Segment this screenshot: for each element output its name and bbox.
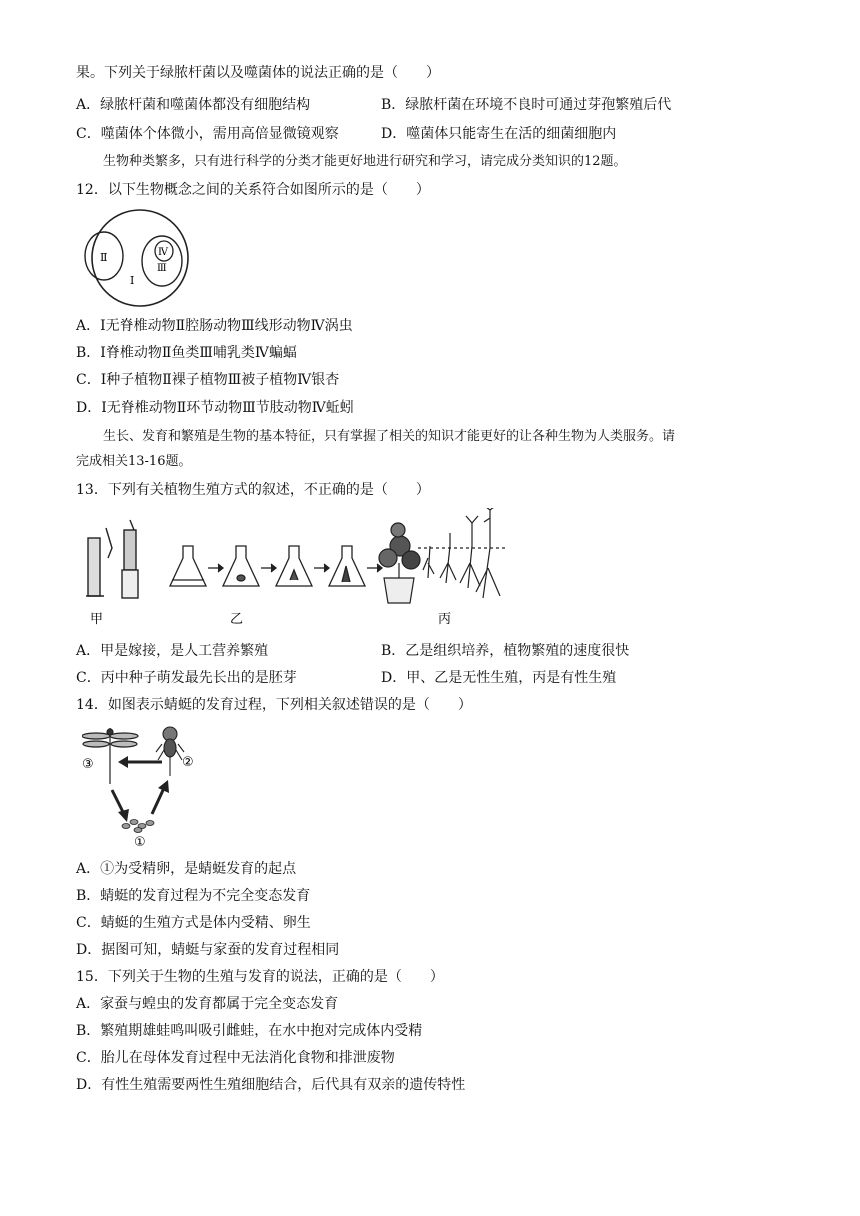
- q11-option-b: B．绿脓杆菌在环境不良时可通过芽孢繁殖后代: [381, 97, 672, 113]
- q11-stem-tail: 果。下列关于绿脓杆菌以及噬菌体的说法正确的是（ ）: [76, 65, 440, 81]
- q13-option-c: C．丙中种子萌发最先长出的是胚芽: [76, 670, 297, 686]
- q13-option-d: D．甲、乙是无性生殖，丙是有性生殖: [381, 670, 617, 686]
- intro-classification: 生物种类繁多，只有进行科学的分类才能更好地进行研究和学习，请完成分类知识的12题。: [103, 154, 627, 169]
- tissue-culture-illustration: [170, 546, 382, 586]
- q12-option-d: D．Ⅰ无脊椎动物Ⅱ环节动物Ⅲ节肢动物Ⅳ蚯蚓: [76, 400, 354, 416]
- plant-reproduction-figure: [78, 508, 508, 630]
- q13-stem: 13．下列有关植物生殖方式的叙述，不正确的是（ ）: [76, 482, 430, 498]
- label-III: Ⅲ: [157, 263, 167, 274]
- q14-option-d: D．据图可知，蜻蜓与家蚕的发育过程相同: [76, 942, 340, 958]
- label-stage-3: ③: [82, 757, 94, 772]
- nymph-illustration: [156, 727, 184, 776]
- q15-option-a: A．家蚕与蝗虫的发育都属于完全变态发育: [76, 996, 339, 1012]
- q12-stem: 12．以下生物概念之间的关系符合如图所示的是（ ）: [76, 182, 430, 198]
- potted-plant-illustration: [379, 523, 420, 603]
- grafting-illustration: [86, 520, 138, 598]
- label-stage-2: ②: [182, 755, 194, 770]
- venn-diagram: [80, 208, 200, 308]
- label-I: Ⅰ: [130, 274, 135, 287]
- q14-stem: 14．如图表示蜻蜓的发育过程，下列相关叙述错误的是（ ）: [76, 697, 472, 713]
- label-bing: 丙: [438, 612, 452, 627]
- label-yi: 乙: [230, 612, 244, 627]
- q13-option-b: B．乙是组织培养，植物繁殖的速度很快: [381, 643, 630, 659]
- q15-option-c: C．胎儿在母体发育过程中无法消化食物和排泄废物: [76, 1050, 395, 1066]
- q15-option-d: D．有性生殖需要两性生殖细胞结合，后代具有双亲的遗传特性: [76, 1077, 466, 1093]
- q14-option-a: A．①为受精卵，是蜻蜓发育的起点: [76, 861, 297, 877]
- q11-option-d: D．噬菌体只能寄生在活的细菌细胞内: [381, 126, 617, 142]
- q15-stem: 15．下列关于生物的生殖与发育的说法，正确的是（ ）: [76, 969, 444, 985]
- label-jia: 甲: [90, 612, 104, 627]
- q14-option-c: C．蜻蜓的生殖方式是体内受精、卵生: [76, 915, 311, 931]
- label-II: Ⅱ: [100, 251, 108, 264]
- label-stage-1: ①: [134, 835, 146, 850]
- seed-germination-illustration: [418, 508, 508, 598]
- q11-option-c: C．噬菌体个体微小，需用高倍显微镜观察: [76, 126, 339, 142]
- q13-option-a: A．甲是嫁接，是人工营养繁殖: [76, 643, 269, 659]
- intro-reproduction-line1: 生长、发育和繁殖是生物的基本特征，只有掌握了相关的知识才能更好的让各种生物为人类服务。请: [103, 429, 676, 444]
- adult-dragonfly-illustration: [82, 728, 138, 784]
- intro-reproduction-line2: 完成相关13-16题。: [76, 454, 192, 469]
- q11-option-a: A．绿脓杆菌和噬菌体都没有细胞结构: [76, 97, 311, 113]
- q15-option-b: B．繁殖期雄蛙鸣叫吸引雌蛙，在水中抱对完成体内受精: [76, 1023, 423, 1039]
- q12-option-a: A．Ⅰ无脊椎动物Ⅱ腔肠动物Ⅲ线形动物Ⅳ涡虫: [76, 318, 353, 334]
- q12-option-b: B．Ⅰ脊椎动物Ⅱ鱼类Ⅲ哺乳类Ⅳ蝙蝠: [76, 345, 297, 361]
- label-IV: Ⅳ: [158, 247, 168, 258]
- q14-option-b: B．蜻蜓的发育过程为不完全变态发育: [76, 888, 311, 904]
- q12-option-c: C．Ⅰ种子植物Ⅱ裸子植物Ⅲ被子植物Ⅳ银杏: [76, 372, 340, 388]
- dragonfly-lifecycle-figure: [82, 722, 202, 850]
